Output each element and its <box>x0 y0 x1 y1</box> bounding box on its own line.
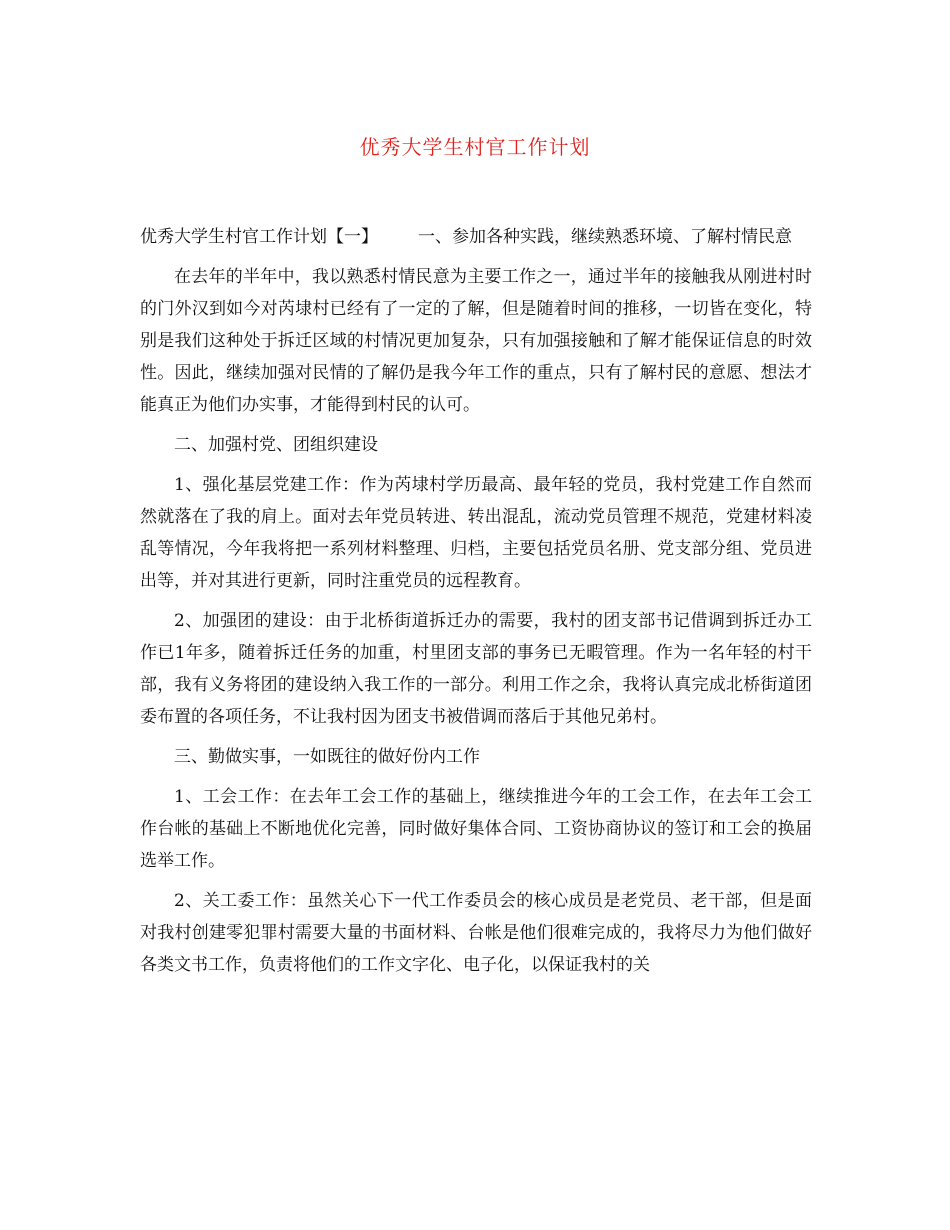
paragraph: 在去年的半年中，我以熟悉村情民意为主要工作之一，通过半年的接触我从刚进村时的门外汉到如今对芮埭村已经有了一定的了解，但是随着时间的推移，一切皆在变化，特别是我们这种处于拆迁区域的村情况更加复杂，只有加强接触和了解才能保证信息的时效性。因此，继续加强对民情的了解仍是我今年工作的重点，只有了解村民的意愿、想法才能真正为他们办实事，才能得到村民的认可。 <box>140 267 812 415</box>
document-body <box>140 221 812 989</box>
intro-heading: 优秀大学生村官工作计划【一】 <box>140 227 378 247</box>
paragraph: 2、加强团的建设：由于北桥街道拆迁办的需要，我村的团支部书记借调到拆迁办工作已1年多，随着拆迁任务的加重，村里团支部的事务已无暇管理。作为一名年轻的村干部，我有义务将团的建设纳入我工作的一部分。利用工作之余，我将认真完成北桥街道团委布置的各项任务，不让我村因为团支书被借调而落后于其他兄弟村。 <box>140 611 812 727</box>
document-title: 优秀大学生村官工作计划 <box>359 135 591 159</box>
paragraph: 1、强化基层党建工作：作为芮埭村学历最高、最年轻的党员，我村党建工作自然而然就落在了我的肩上。面对去年党员转进、转出混乱，流动党员管理不规范，党建材料凌乱等情况，今年我将把一系列材料整理、归档，主要包括党员名册、党支部分组、党员进出等，并对其进行更新，同时注重党员的远程教育。 <box>140 475 812 591</box>
intro-paragraph <box>140 221 812 253</box>
section-heading: 二、加强村党、团组织建设 <box>174 435 378 455</box>
paragraph: 2、关工委工作：虽然关心下一代工作委员会的核心成员是老党员、老干部，但是面对我村创建零犯罪村需要大量的书面材料、台帐是他们很难完成的，我将尽力为他们做好各类文书工作，负责将他们的工作文字化、电子化，以保证我村的关 <box>140 891 812 975</box>
section-heading: 三、勤做实事，一如既往的做好份内工作 <box>174 747 480 767</box>
paragraph: 1、工会工作：在去年工会工作的基础上，继续推进今年的工会工作，在去年工会工作台帐的基础上不断地优化完善，同时做好集体合同、工资协商协议的签订和工会的换届选举工作。 <box>140 787 812 871</box>
intro-line: 一、参加各种实践，继续熟悉环境、了解村情民意 <box>418 227 792 247</box>
